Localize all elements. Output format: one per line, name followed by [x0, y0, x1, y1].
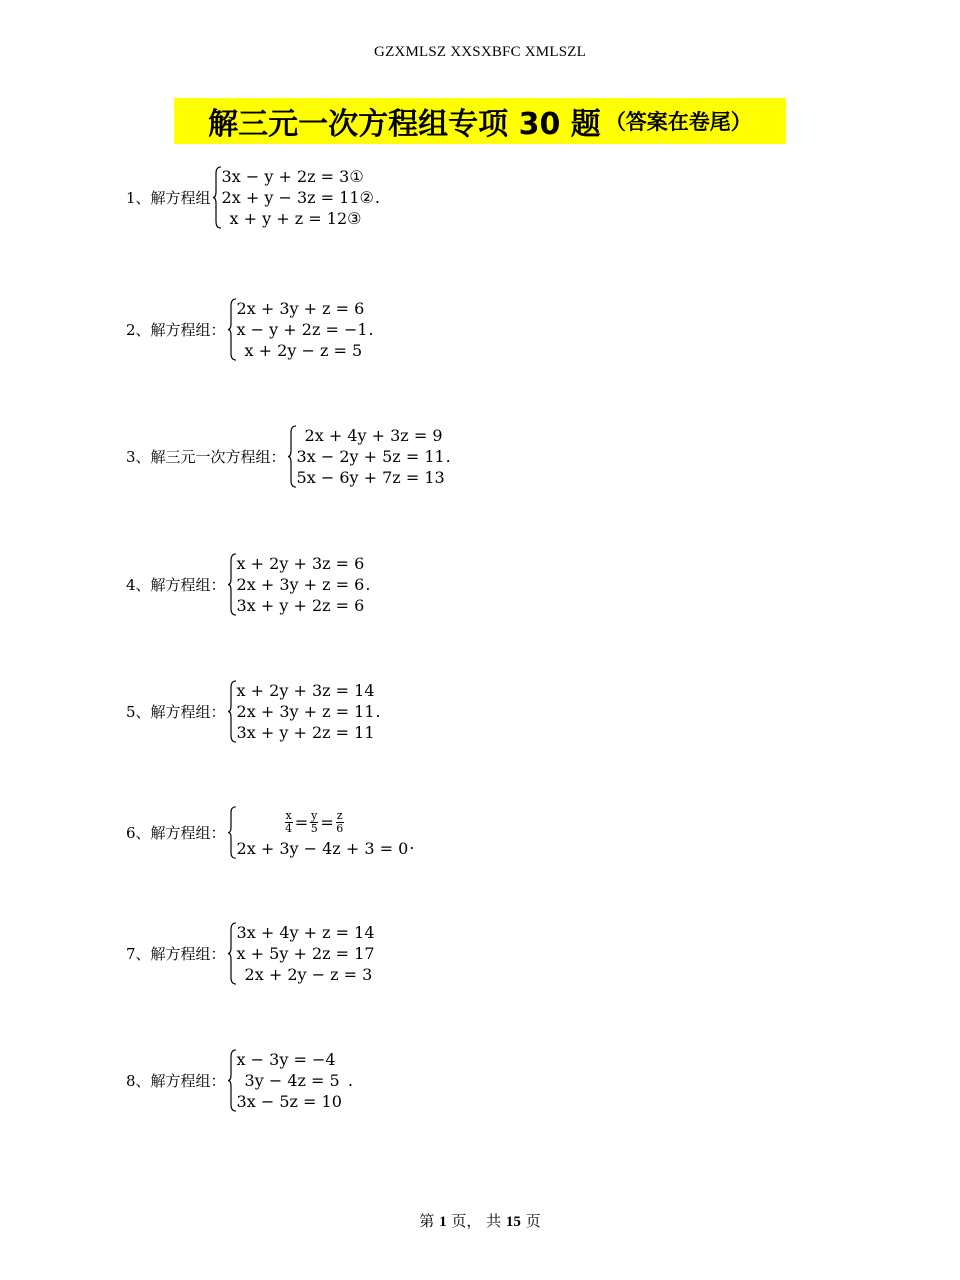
problem-label: 8、解方程组： — [126, 1072, 226, 1090]
current-page: 1 — [439, 1214, 447, 1230]
fraction-denominator: 6 — [336, 821, 344, 835]
equation-system — [227, 1049, 342, 1112]
problem-4 — [126, 553, 370, 616]
fraction — [336, 810, 344, 835]
period: . — [365, 575, 371, 594]
equation: x − 3y = −4 — [236, 1050, 336, 1069]
problem-label: 5、解方程组： — [126, 703, 226, 721]
equation-system — [227, 922, 375, 985]
equation: 2x + 3y − 4z + 3 = 0 — [236, 839, 409, 858]
equation: 3x − 2y + 5z = 11 — [296, 447, 445, 466]
left-brace — [227, 922, 237, 985]
problem-1 — [126, 166, 380, 229]
equals-sign: = — [294, 812, 309, 832]
fraction-equation — [237, 806, 409, 838]
equation-system — [227, 806, 409, 859]
equation-system — [227, 553, 365, 616]
problem-label: 7、解方程组： — [126, 945, 226, 963]
equation: 3x − y + 2z = 3① — [221, 167, 364, 186]
left-brace — [212, 166, 222, 229]
equation: 3x − 5z = 10 — [236, 1092, 342, 1111]
left-brace — [227, 806, 237, 859]
equation-system — [287, 425, 445, 488]
title-banner — [174, 98, 786, 144]
fraction-numerator: z — [336, 808, 343, 822]
fraction-denominator: 4 — [285, 821, 293, 835]
equation: 3x + y + 2z = 11 — [236, 723, 375, 742]
left-brace — [227, 298, 237, 361]
footer-prefix: 第 — [419, 1212, 435, 1230]
fraction-numerator: x — [285, 808, 292, 822]
equation: x + 2y + 3z = 14 — [236, 681, 375, 700]
equation: x + 5y + 2z = 17 — [236, 944, 375, 963]
problem-7 — [126, 922, 376, 985]
equation: 2x + 3y + z = 11 — [236, 702, 375, 721]
problem-8 — [126, 1049, 353, 1112]
equation-system — [212, 166, 374, 229]
period: . — [368, 320, 374, 339]
equation-system — [227, 680, 375, 743]
problem-5 — [126, 680, 381, 743]
page-header: GZXMLSZ XXSXBFC XMLSZL — [374, 44, 586, 60]
equation: x + 2y − z = 5 — [244, 341, 363, 360]
fraction — [310, 810, 318, 835]
left-brace — [287, 425, 297, 488]
equation: 2x + 2y − z = 3 — [244, 965, 373, 984]
footer-mid: 页， 共 — [451, 1212, 502, 1230]
equation: 2x + 3y + z = 6 — [236, 575, 365, 594]
left-brace — [227, 680, 237, 743]
period: . — [445, 447, 451, 466]
problem-label: 2、解方程组： — [126, 321, 226, 339]
footer-suffix: 页 — [525, 1212, 541, 1230]
problem-3 — [126, 425, 451, 488]
page-footer — [0, 1210, 960, 1231]
page-subtitle: （答案在卷尾） — [604, 110, 752, 134]
equation: 2x + 3y + z = 6 — [236, 299, 365, 318]
page-title: 解三元一次方程组专项 30 题 — [208, 107, 601, 142]
fraction — [285, 810, 293, 835]
equation: x − y + 2z = −1 — [236, 320, 368, 339]
problem-label: 6、解方程组： — [126, 824, 226, 842]
period: . — [374, 188, 380, 207]
total-pages: 15 — [505, 1214, 521, 1230]
period: . — [347, 1071, 353, 1090]
period: . — [375, 702, 381, 721]
problem-label: 1、解方程组 — [126, 189, 211, 207]
problem-6 — [126, 806, 414, 859]
problem-2 — [126, 298, 374, 361]
equation: x + y + z = 12③ — [229, 209, 362, 228]
equation: 5x − 6y + 7z = 13 — [296, 468, 445, 487]
fraction-numerator: y — [311, 808, 318, 822]
equation: 3y − 4z = 5 — [244, 1071, 340, 1090]
problem-label: 3、解三元一次方程组： — [126, 448, 286, 466]
equation: 3x + y + 2z = 6 — [236, 596, 365, 615]
left-brace — [227, 1049, 237, 1112]
equation-system — [227, 298, 368, 361]
equation: x + 2y + 3z = 6 — [236, 554, 365, 573]
equation: 3x + 4y + z = 14 — [236, 923, 375, 942]
fraction-denominator: 5 — [310, 821, 318, 835]
period: . — [409, 834, 415, 853]
equals-sign: = — [320, 812, 334, 832]
equation: 2x + y − 3z = 11② — [221, 188, 374, 207]
equation: 2x + 4y + 3z = 9 — [304, 426, 443, 445]
left-brace — [227, 553, 237, 616]
problem-label: 4、解方程组： — [126, 576, 226, 594]
